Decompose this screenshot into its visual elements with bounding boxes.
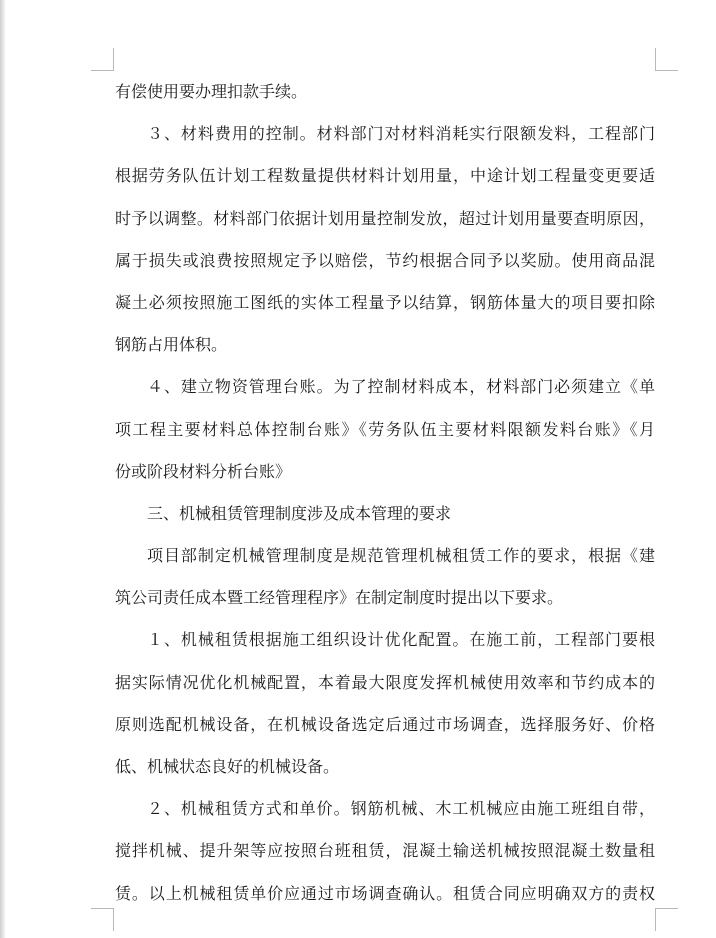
section-heading: 三、机械租赁管理制度涉及成本管理的要求 [147,503,452,523]
text-line: 根据劳务队伍计划工程数量提供材料计划用量，中途计划工程量变更要适 [115,166,655,186]
text-line: 项工程主要材料总体控制台账》《劳务队伍主要材料限额发料台账》《月 [115,419,655,439]
margin-corner-top-right [655,48,678,71]
text-line: 属于损失或浪费按照规定予以赔偿，节约根据合同予以奖励。使用商品混 [115,250,655,270]
text-line: 凝土必须按照施工图纸的实体工程量予以结算，钢筋体量大的项目要扣除 [115,292,655,312]
text-line: 搅拌机械、提升架等应按照台班租赁，混凝土输送机械按照混凝土数量租 [115,841,655,861]
document-page[interactable] [5,0,716,938]
text-line: ２、机械租赁方式和单价。钢筋机械、木工机械应由施工班组自带， [147,799,655,819]
margin-corner-bottom-left [91,908,114,931]
text-line: 原则选配机械设备，在机械设备选定后通过市场调查，选择服务好、价格 [115,714,655,734]
text-line: 据实际情况优化机械配置，本着最大限度发挥机械使用效率和节约成本的 [115,672,655,692]
text-line: ４、建立物资管理台账。为了控制材料成本，材料部门必须建立《单 [147,377,655,397]
document-body[interactable] [115,71,655,915]
text-line: 份或阶段材料分析台账》 [115,461,292,481]
text-line: 低、机械状态良好的机械设备。 [115,757,340,776]
text-line: 项目部制定机械管理制度是规范管理机械租赁工作的要求，根据《建 [147,546,655,566]
text-line: 时予以调整。材料部门依据计划用量控制发放，超过计划用量要查明原因， [115,208,655,228]
text-line: 筑公司责任成本暨工经管理程序》在制定制度时提出以下要求。 [115,588,564,608]
text-line: １、机械租赁根据施工组织设计优化配置。在施工前，工程部门要根 [147,630,655,650]
text-line: 赁。以上机械租赁单价应通过市场调查确认。租赁合同应明确双方的责权 [115,883,655,903]
margin-corner-bottom-right [655,908,678,931]
text-line: 钢筋占用体积。 [115,335,228,355]
text-line: 有偿使用要办理扣款手续。 [115,82,308,101]
text-line: ３、材料费用的控制。材料部门对材料消耗实行限额发料，工程部门 [147,124,655,144]
margin-corner-top-left [91,48,114,71]
